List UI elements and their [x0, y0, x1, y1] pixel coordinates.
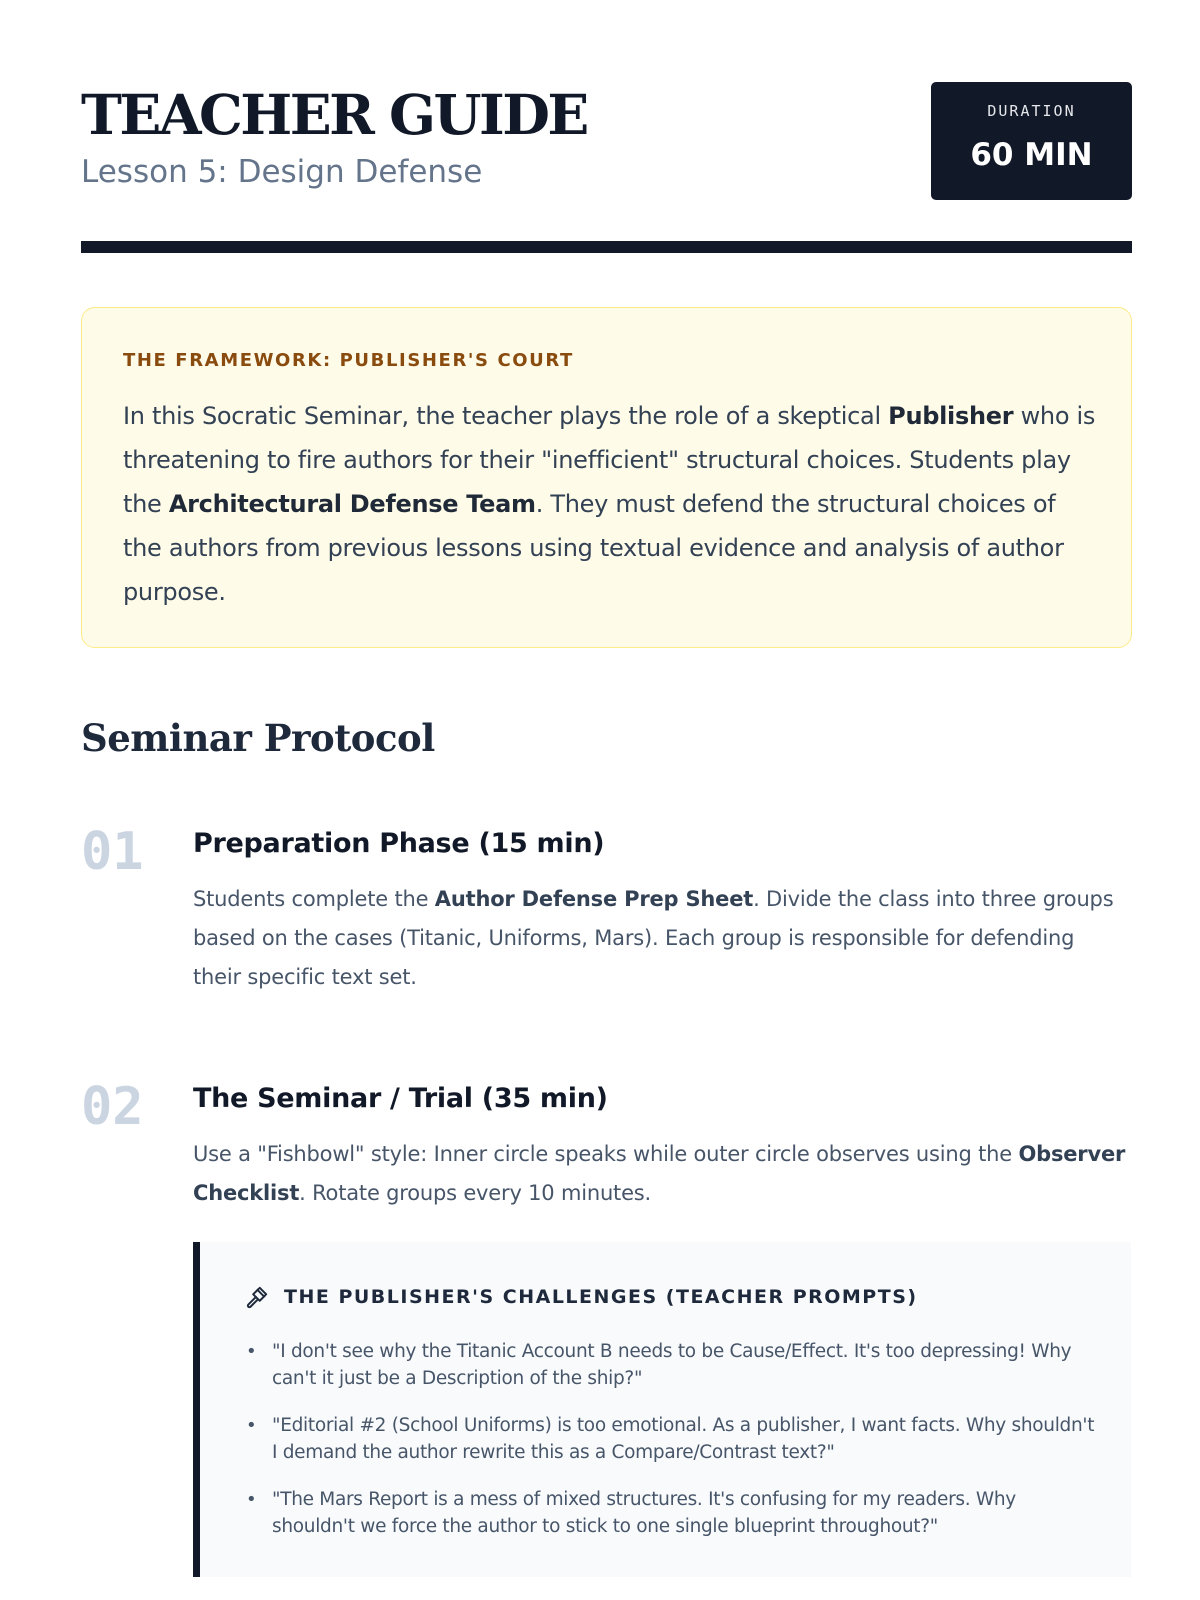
- step-description: [193, 1135, 1128, 1213]
- list-item: • "Editorial #2 (School Uniforms) is too emotional. As a publisher, I want facts. Why shouldn't I demand the author rewrite this as a Compare/Contrast text?": [244, 1412, 1104, 1466]
- framework-text-part: who is threatening to fire authors for their "inefficient" structural choices. Students play the: [123, 402, 1096, 518]
- step-text-part: Use a "Fishbowl" style: Inner circle speaks while outer circle observes using the: [193, 1142, 1019, 1166]
- step-title: The Seminar / Trial (35 min): [193, 1083, 608, 1114]
- section-title: Seminar Protocol: [81, 716, 435, 760]
- guide-header: [81, 82, 1132, 202]
- framework-bold-publisher: Publisher: [888, 402, 1014, 430]
- duration-value: 60 MIN: [970, 137, 1093, 173]
- step-number: 02: [81, 1077, 144, 1137]
- step-text-part: Students complete the: [193, 887, 435, 911]
- framework-bold-defense-team: Architectural Defense Team: [168, 490, 536, 518]
- framework-description: [123, 394, 1098, 614]
- framework-label: THE FRAMEWORK: PUBLISHER'S COURT: [123, 350, 574, 371]
- step-bold-text: Author Defense Prep Sheet: [434, 887, 754, 911]
- list-item: • "I don't see why the Titanic Account B needs to be Cause/Effect. It's too depressing! Why can't it just be a Description of the ship?": [244, 1338, 1104, 1392]
- step-text-part: . Divide the class into three groups based on the cases (Titanic, Uniforms, Mars). Each group is responsible for defending their specific text set.: [193, 887, 1114, 989]
- challenges-title: THE PUBLISHER'S CHALLENGES (TEACHER PROMPTS): [284, 1286, 918, 1308]
- step-number: 01: [81, 822, 144, 882]
- duration-label: DURATION: [987, 102, 1076, 120]
- gavel-icon: [244, 1284, 270, 1310]
- framework-text-part: In this Socratic Seminar, the teacher plays the role of a skeptical: [123, 402, 889, 430]
- step-title: Preparation Phase (15 min): [193, 828, 605, 859]
- page-title: TEACHER GUIDE: [81, 82, 587, 147]
- lesson-subtitle: Lesson 5: Design Defense: [81, 154, 483, 190]
- step-description: [193, 880, 1128, 997]
- duration-badge: [931, 82, 1132, 200]
- header-divider: [81, 241, 1132, 253]
- framework-text-part: . They must defend the structural choices of the authors from previous lessons using textual evidence and analysis of author purpose.: [123, 490, 1064, 606]
- challenges-list: [244, 1338, 1104, 1560]
- list-item: • "The Mars Report is a mess of mixed structures. It's confusing for my readers. Why shouldn't we force the author to stick to one single blueprint throughout?": [244, 1486, 1104, 1540]
- framework-callout: [81, 307, 1132, 648]
- step-text-part: . Rotate groups every 10 minutes.: [299, 1181, 652, 1205]
- publisher-challenges-box: [193, 1242, 1131, 1577]
- step-bold-text: Observer Checklist: [193, 1142, 1126, 1205]
